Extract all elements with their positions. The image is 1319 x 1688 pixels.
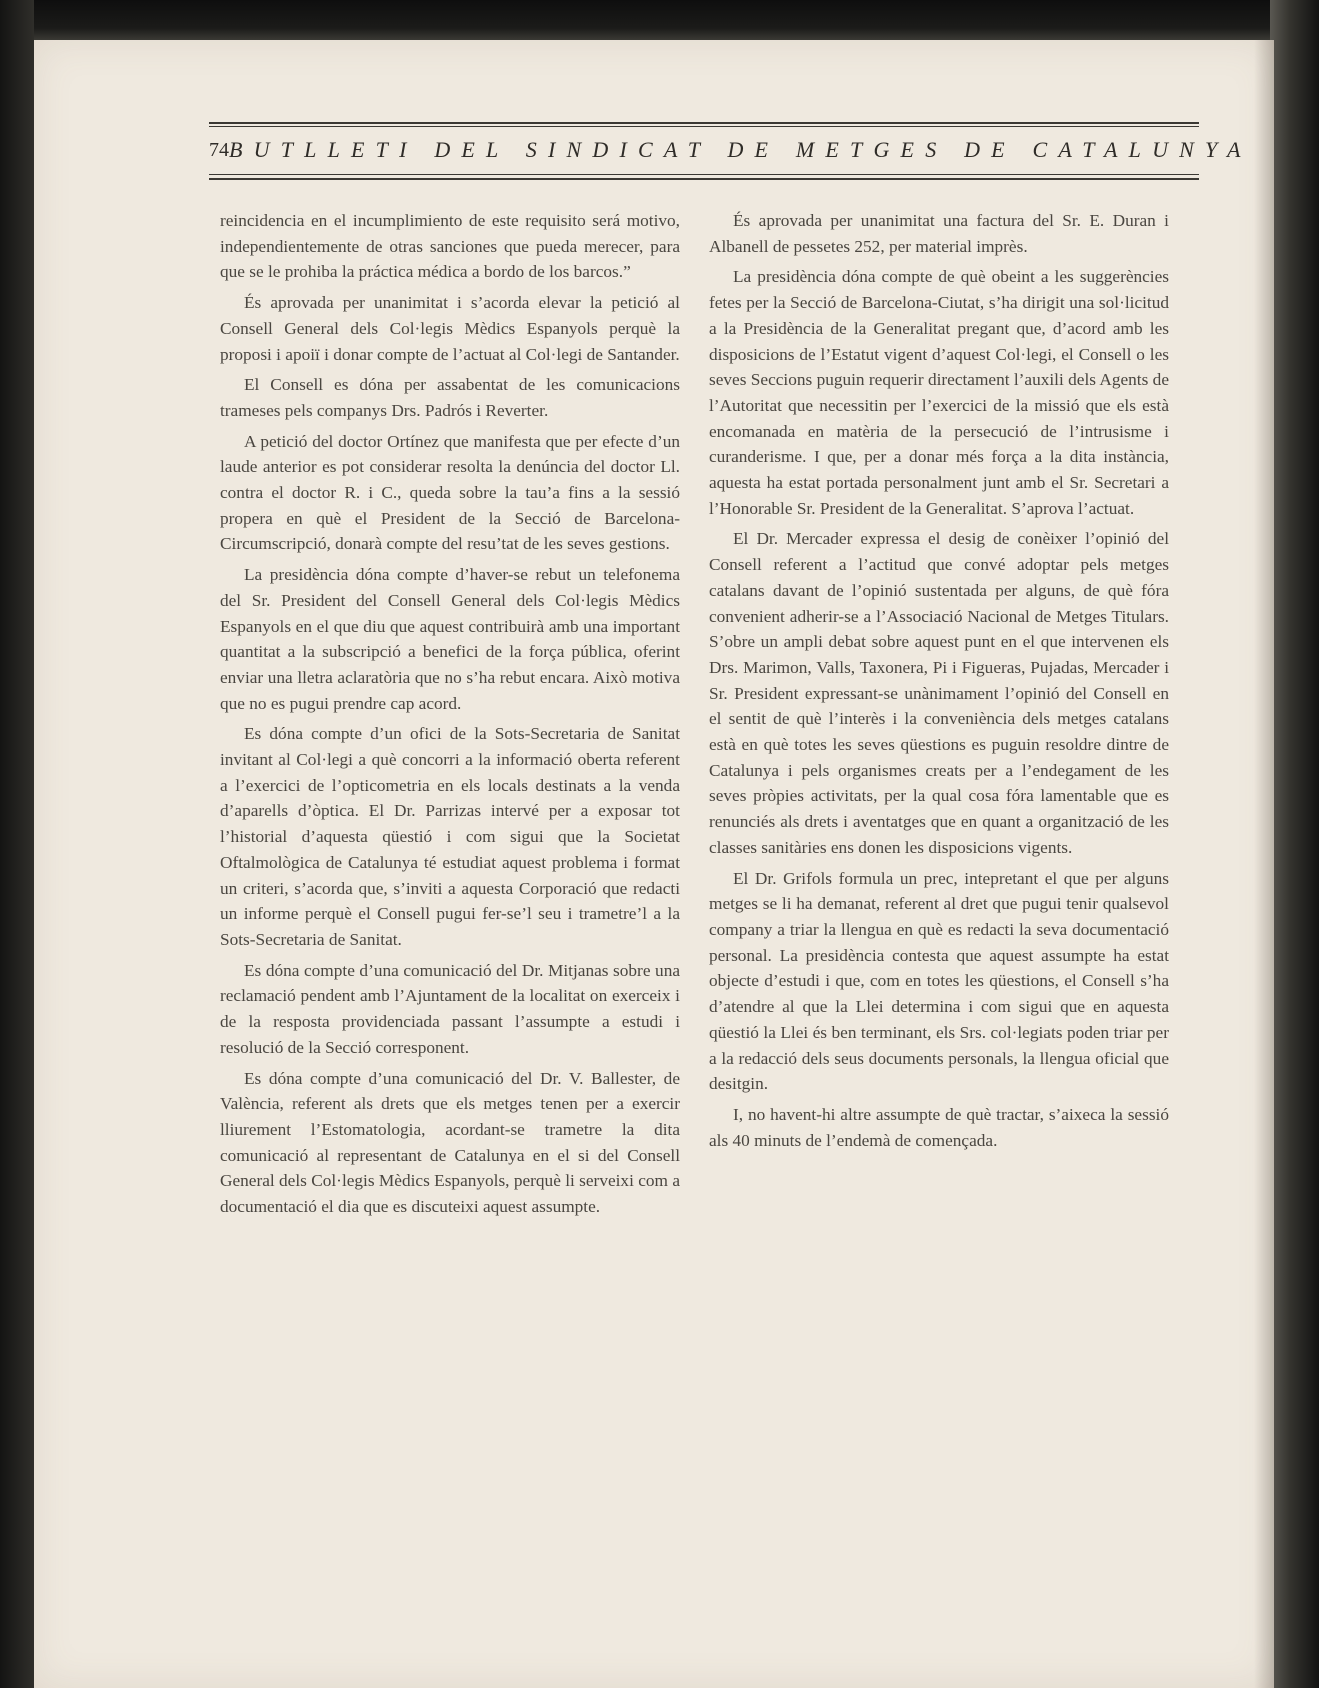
paragraph: Es dóna compte d’una comunicació del Dr. Mitjanas sobre una reclamació pendent amb l’Ajuntament de la localitat on exerceix i de la resposta providenciada passant l’assumpte a estudi i resolució de la Secció corresponent.: [220, 960, 680, 1057]
page-number: 74: [209, 138, 229, 161]
paragraph: I, no havent-hi altre assumpte de què tractar, s’aixeca la sessió als 40 minuts de l’endemà de començada.: [709, 1104, 1169, 1150]
paragraph: La presidència dóna compte de què obeint a les suggerències fetes per la Secció de Barcelona-Ciutat, s’ha dirigit una sol·licitud a la Presidència de la Generalitat pregant que, d’acord amb les disposicions de l’Estatut vigent d’aquest Col·legi, el Consell o les seves Seccions puguin requerir directament l’auxili dels Agents de l’Autoritat que necessitin per l’exercici de la missió que els està encomanada en matèria de la persecució de l’intrusisme i curanderisme. I que, per a donar més força a la dita instància, aquesta ha estat portada personalment junt amb el Sr. Secretari a l’Honorable Sr. President de la Generalitat. S’aprova l’actuat.: [709, 267, 1169, 518]
header-rule-top-thin: [209, 126, 1199, 127]
paragraph: És aprovada per unanimitat i s’acorda elevar la petició al Consell General dels Col·legis Mèdics Espanyols perquè la proposi i apoiï i donar compte de l’actuat al Col·legi de Santander.: [220, 293, 680, 364]
paragraph: Es dóna compte d’un ofici de la Sots-Secretaria de Sanitat invitant al Col·legi a què concorri a la informació oberta referent a l’exercici de l’opticometria en els locals destinats a la venda d’aparells d’òptica. El Dr. Parrizas intervé per a exposar tot l’historial d’aquesta qüestió i com sigui que la Societat Oftalmològica de Catalunya té estudiat aquest problema i format un criteri, s’acorda que, s’inviti a aquesta Corporació que redacti un informe perquè el Consell pugui fer-se’l seu i trametre’l a la Sots-Secretaria de Sanitat.: [220, 724, 680, 949]
header-rule-bottom-thin: [209, 174, 1199, 175]
paragraph: A petició del doctor Ortínez que manifesta que per efecte d’un laude anterior es pot considerar resolta la denúncia del doctor Ll. contra el doctor R. i C., queda sobre la tau’a fins a la sessió propera en què el President de la Secció de Barcelona-Circumscripció, donarà compte del resu’tat de les seves gestions.: [220, 431, 680, 554]
paragraph: El Dr. Mercader expressa el desig de conèixer l’opinió del Consell referent a l’actitud que convé adoptar pels metges catalans davant de l’opinió sustentada per alguns, de què fóra convenient adherir-se a l’Associació Nacional de Metges Titulars. S’obre un ampli debat sobre aquest punt en el que intervenen els Drs. Marimon, Valls, Taxonera, Pi i Figueras, Pujadas, Mercader i Sr. President expressant-se unànimament l’opinió del Consell en el sentit de què l’interès i la conveniència dels metges catalans està en què totes les seves qüestions es puguin resoldre dintre de Catalunya i pels organismes creats per a l’endegament de les seves pròpies activitats, per la qual cosa fóra lamentable que es renunciés als drets i aventatges que en quant a organització de les classes sanitàries ens donen les disposicions vigents.: [709, 529, 1169, 857]
scan-border-right: [1270, 0, 1319, 1688]
right-column: [709, 208, 1169, 1158]
running-header: [209, 130, 1252, 170]
paragraph: La presidència dóna compte d’haver-se rebut un telefonema del Sr. President del Consell General dels Col·legis Mèdics Espanyols en el que diu que aquest contribuirà amb una important quantitat a la subscripció a benefici de la força pública, oferint enviar una lletra aclaratòria que no s’ha rebut encara. Això motiva que no es pugui prendre cap acord.: [220, 565, 680, 713]
paragraph: El Consell es dóna per assabentat de les comunicacions trameses pels companys Drs. Padrós i Reverter.: [220, 375, 680, 420]
running-title: BUTLLETI DEL SINDICAT DE METGES DE CATALUNYA: [229, 137, 1252, 162]
header-rule-bottom: [209, 178, 1199, 180]
paragraph: És aprovada per unanimitat una factura del Sr. E. Duran i Albanell de pessetes 252, per material imprès.: [709, 211, 1169, 256]
document-page: [34, 40, 1274, 1688]
scan-border-top: [0, 0, 1319, 40]
scan-border-left: [0, 0, 34, 1688]
paragraph: Es dóna compte d’una comunicació del Dr. V. Ballester, de València, referent als drets que els metges tenen per a exercir lliurement l’Estomatologia, acordant-se trametre la dita comunicació al representant de Catalunya en el si del Consell General dels Col·legis Mèdics Espanyols, perquè li serveixi com a documentació el dia que es discuteixi aquest assumpte.: [220, 1068, 680, 1217]
paragraph: reincidencia en el incumplimiento de este requisito será motivo, independientemente de otras sanciones que pueda merecer, para que se le prohiba la práctica médica a bordo de los barcos.”: [220, 211, 680, 282]
paragraph: El Dr. Grifols formula un prec, intepretant el que per alguns metges se li ha demanat, referent al dret que pugui tenir qualsevol company a triar la llengua en què es redacti la seva documentació personal. La presidència contesta que aquest assumpte ha estat objecte d’estudi i que, com en totes les qüestions, el Consell s’ha d’atendre al que la Llei determina i com sigui que en aquesta qüestió la Llei és ben terminant, els Srs. col·legiats poden triar per a la redacció dels seus documents personals, la llengua oficial que desitgin.: [709, 868, 1169, 1094]
left-column: [220, 208, 680, 1225]
header-rule-top: [209, 122, 1199, 124]
